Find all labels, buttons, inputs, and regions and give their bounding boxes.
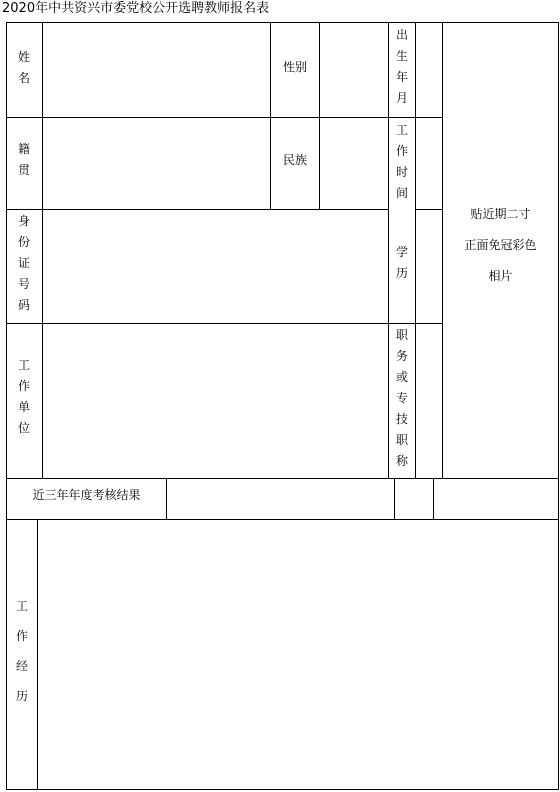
- grid-line: [6, 789, 558, 790]
- assessment-field-1[interactable]: [167, 479, 394, 519]
- assessment-field-3[interactable]: [434, 479, 558, 519]
- id-number-label: 身份证号码: [17, 214, 30, 312]
- employer-field[interactable]: [43, 324, 388, 478]
- native-place-label: 籍贯: [17, 142, 30, 177]
- work-start-label: 工作时间: [395, 123, 408, 200]
- title-rank-label: 职务或专技职称: [395, 328, 408, 468]
- grid-line: [558, 22, 559, 790]
- title-rank-field[interactable]: [416, 324, 442, 478]
- education-label: 学历: [395, 245, 408, 280]
- native-place-field[interactable]: [43, 118, 270, 209]
- id-number-field[interactable]: [43, 210, 388, 323]
- birth-label: 出生年月: [395, 28, 408, 105]
- name-field[interactable]: [43, 23, 270, 117]
- gender-label: 性别: [282, 60, 307, 74]
- ethnicity-field[interactable]: [320, 118, 388, 209]
- assessment-label: 近三年年度考核结果: [32, 488, 141, 502]
- photo-line-1: 贴近期二寸: [470, 207, 531, 221]
- grid-line: [270, 22, 271, 210]
- name-label: 姓名: [17, 50, 30, 85]
- form-title: 2020年中共资兴市委党校公开选聘教师报名表: [2, 1, 270, 16]
- assessment-field-2[interactable]: [395, 479, 433, 519]
- photo-field[interactable]: [443, 23, 558, 478]
- work-history-field[interactable]: [38, 520, 558, 789]
- employer-label: 工作单位: [17, 358, 30, 435]
- photo-line-2: 正面免冠彩色: [464, 238, 537, 252]
- work-start-field[interactable]: [416, 118, 442, 209]
- grid-line: [388, 22, 389, 479]
- education-field[interactable]: [416, 210, 442, 323]
- ethnicity-label: 民族: [282, 153, 307, 167]
- grid-line: [6, 22, 7, 790]
- work-history-label: 工作经历: [15, 599, 28, 703]
- photo-line-3: 相片: [488, 269, 513, 283]
- birth-field[interactable]: [416, 23, 442, 117]
- gender-field[interactable]: [320, 23, 388, 117]
